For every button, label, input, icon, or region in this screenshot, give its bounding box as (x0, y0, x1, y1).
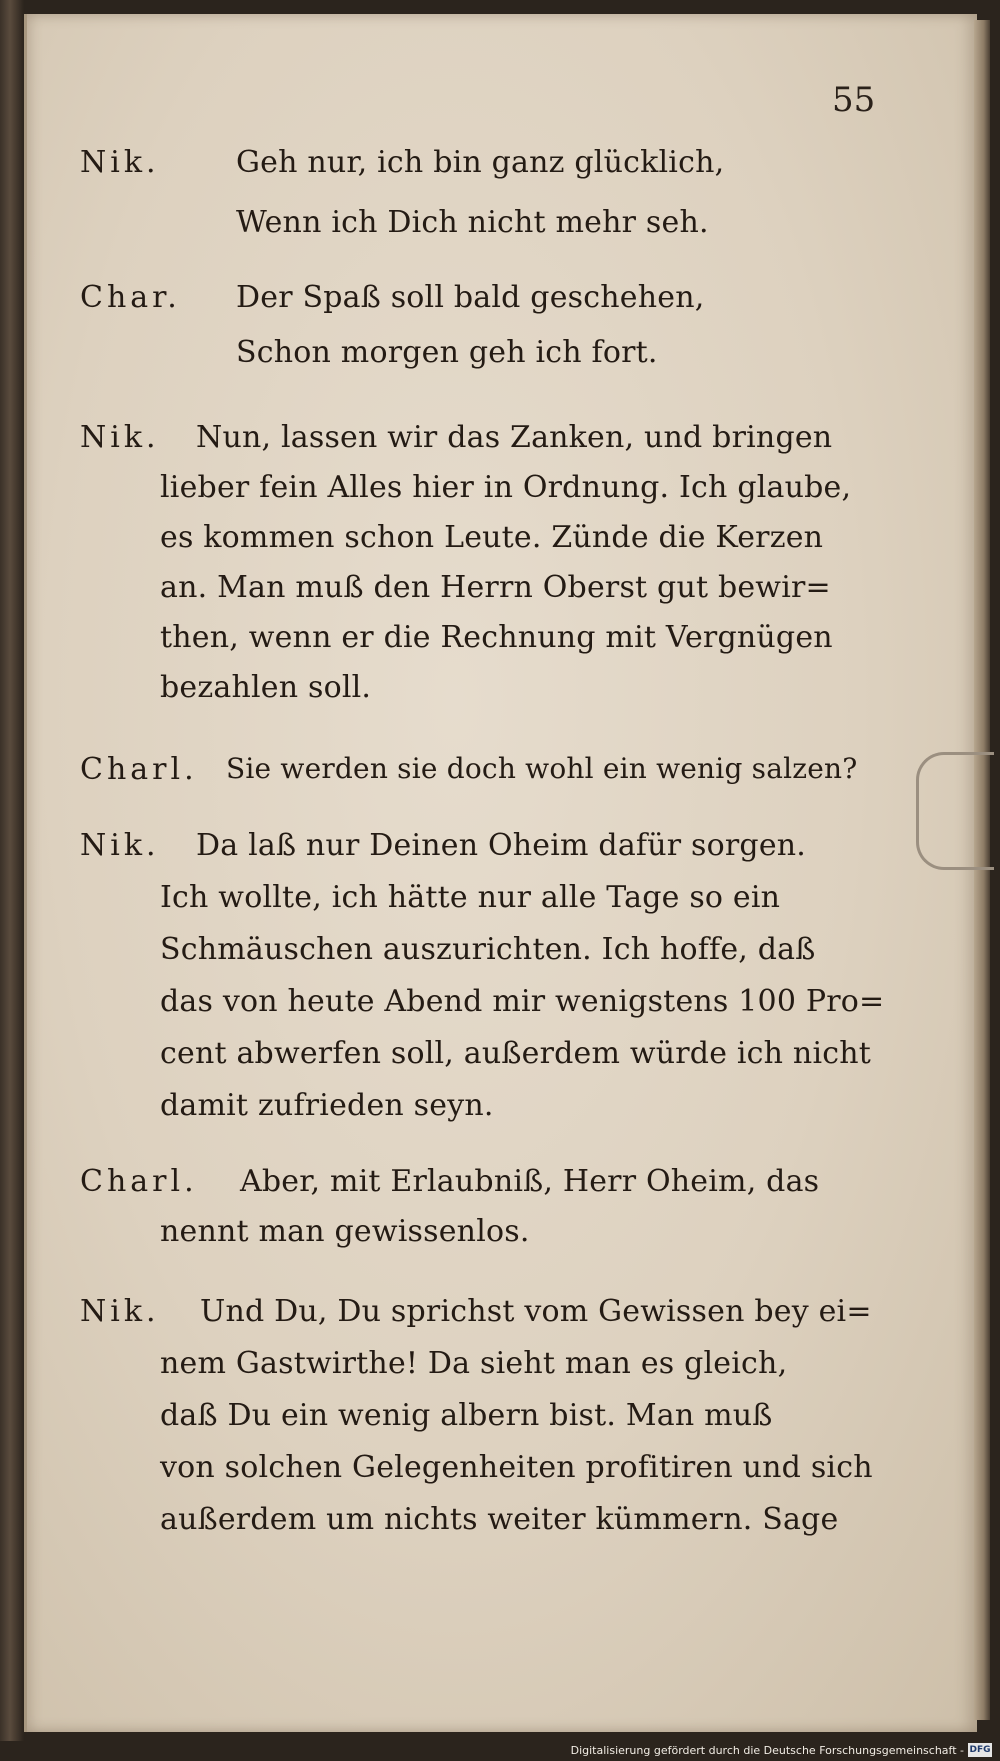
text-line: Geh nur, ich bin ganz glücklich, (236, 145, 725, 180)
speaker-label: Char. (80, 280, 181, 315)
page-number: 55 (832, 80, 876, 120)
speaker-label: Nik. (80, 828, 160, 863)
speaker-label: Nik. (80, 420, 160, 455)
page-tab-mark (916, 752, 994, 870)
text-line: damit zufrieden seyn. (160, 1088, 494, 1123)
speaker-label: Nik. (80, 145, 160, 180)
text-line: Schmäuschen auszurichten. Ich hoffe, daß (160, 932, 816, 967)
text-line: es kommen schon Leute. Zünde die Kerzen (160, 520, 824, 555)
text-line: Und Du, Du sprichst vom Gewissen bey ei= (200, 1294, 872, 1329)
speaker-label: Charl. (80, 752, 198, 787)
text-line: Aber, mit Erlaubniß, Herr Oheim, das (240, 1164, 820, 1199)
text-line: außerdem um nichts weiter kümmern. Sage (160, 1502, 839, 1537)
text-line: Der Spaß soll bald geschehen, (236, 280, 705, 315)
text-line: then, wenn er die Rechnung mit Vergnügen (160, 620, 833, 655)
text-line: an. Man muß den Herrn Oberst gut bewir= (160, 570, 831, 605)
text-line: bezahlen soll. (160, 670, 372, 705)
text-line: Schon morgen geh ich fort. (236, 335, 658, 370)
text-line: Da laß nur Deinen Oheim dafür sorgen. (196, 828, 807, 863)
text-line: Nun, lassen wir das Zanken, und bringen (196, 420, 833, 455)
text-line: von solchen Gelegenheiten profitiren und sich (160, 1450, 873, 1485)
speaker-label: Nik. (80, 1294, 160, 1329)
page-edge (974, 20, 990, 1720)
speaker-label: Charl. (80, 1164, 198, 1199)
text-line: daß Du ein wenig albern bist. Man muß (160, 1398, 773, 1433)
text-line: Ich wollte, ich hätte nur alle Tage so ein (160, 880, 781, 915)
text-line: nem Gastwirthe! Da sieht man es gleich, (160, 1346, 788, 1381)
digitization-credit: Digitalisierung gefördert durch die Deutsche Forschungsgemeinschaft - (570, 1744, 964, 1757)
text-line: Sie werden sie doch wohl ein wenig salzen? (226, 752, 858, 785)
text-line: Wenn ich Dich nicht mehr seh. (236, 205, 709, 240)
text-line: cent abwerfen soll, außerdem würde ich nicht (160, 1036, 872, 1071)
text-line: lieber fein Alles hier in Ordnung. Ich glaube, (160, 470, 852, 505)
text-line: nennt man gewissenlos. (160, 1214, 530, 1249)
text-line: das von heute Abend mir wenigstens 100 Pro= (160, 984, 885, 1019)
dfg-logo: DFG (969, 1745, 991, 1755)
